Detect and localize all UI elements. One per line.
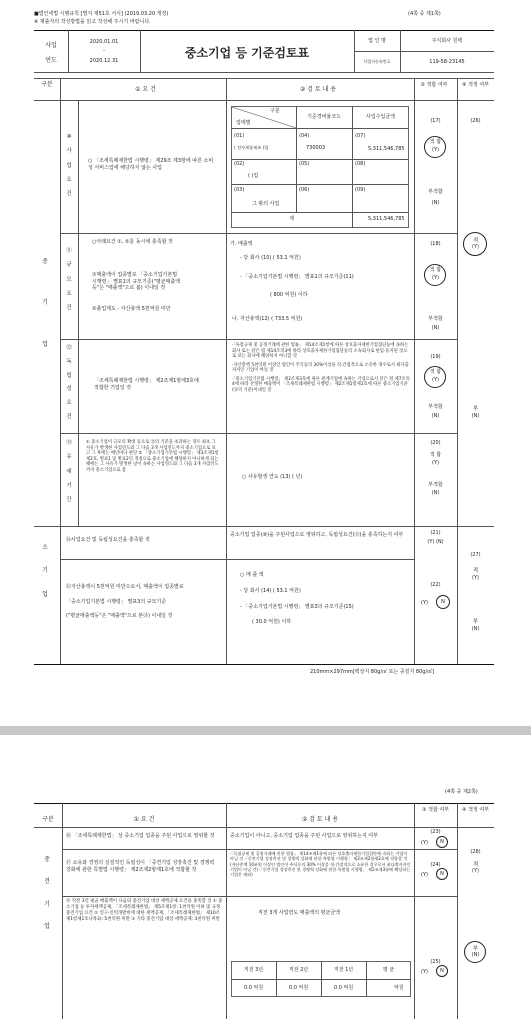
page-count: (4쪽 중 제1쪽)	[408, 11, 441, 17]
p2-r3-h3: 직전 1년	[333, 967, 354, 973]
instruction-note: ※ 제출자의 작성방법을 읽고 작성해 주시기 바랍니다.	[34, 19, 151, 25]
fit-25-n: N	[440, 968, 444, 974]
col-fit: ③ 적합 여부	[420, 82, 448, 88]
p2-r3-h4: 평 균	[382, 967, 395, 973]
row2-no: (02)	[234, 161, 245, 167]
total-label: 계	[289, 216, 294, 222]
business-requirement: ○ 「조세특례제한법 시행령」 제29조 제3항에 따른 소비성 서비스업에 해당하지 않는 사업	[88, 158, 214, 171]
final-27-no-label: 부	[472, 619, 479, 625]
row1-income: 5,311,546,785	[368, 146, 405, 152]
final-26-no: (26)	[470, 118, 481, 124]
fit-18-no-label: 부적합	[428, 316, 443, 322]
row2-code-no: (05)	[299, 161, 310, 167]
row3-no: (03)	[234, 187, 245, 193]
fit-18-no-n: (N)	[431, 325, 440, 331]
col-fit-final: ④ 적정 여부	[462, 82, 489, 88]
p2-r3-v2: 0.0 억원	[289, 985, 309, 991]
final-27-yes-y: (Y)	[472, 575, 479, 581]
final-27-no: (27)	[470, 552, 481, 558]
scale-review-b: 나. 자산총액(12) ( 733.5 억원)	[232, 316, 303, 322]
p2-col-final: ④ 적정 여부	[462, 807, 489, 813]
fit-19-no-n: (N)	[431, 413, 440, 419]
col-category: 구분	[41, 81, 53, 88]
final-28-yes-y: (Y)	[472, 868, 479, 874]
category-sme: 중 기 업	[42, 258, 48, 348]
fit-22-n: N	[441, 599, 445, 605]
fit-23-n: N	[440, 839, 444, 845]
final-28-no-label: 부	[472, 946, 479, 952]
p2-col-fit: ③ 적합 여부	[422, 807, 449, 813]
p2-r3-h2: 직전 2년	[288, 967, 309, 973]
small-review2d: ( 30.0 억원) 이하	[252, 619, 292, 625]
fit-20-no-label: 부적합	[428, 482, 443, 488]
page2-count: (4쪽 중 제2쪽)	[445, 789, 478, 795]
small-req1: ⑭사업요건 및 독립성요건을 충족할 것	[66, 537, 150, 543]
final-27-yes: 적	[472, 568, 479, 574]
final-27-no-n: (N)	[471, 626, 480, 632]
fit-17-no: (17)	[430, 118, 441, 124]
scale-review-a3: ( 800 억원) 이하	[270, 292, 308, 298]
final-26-yes-y: (Y)	[472, 244, 479, 250]
fit-25-y: (Y)	[421, 969, 428, 975]
final-26-yes: 적	[472, 238, 479, 244]
p2-r3-h1: 직전 3년	[243, 967, 264, 973]
th-biz: 업태별	[236, 120, 251, 126]
row1-income-no: (07)	[355, 133, 366, 139]
p2-r1-review: 중소기업이 아니고, 중소기업 업종을 주된 사업으로 영위하는지 여부	[230, 833, 378, 839]
fit-18-no: (18)	[430, 241, 441, 247]
corp-name: 주식회사 원텍	[431, 38, 463, 44]
label-grace: ⑬ 유 예 기 간	[66, 440, 72, 504]
fit-17-yes-y: (Y)	[432, 147, 439, 153]
final-28-yes: 적	[472, 862, 479, 868]
small-review1: 중소기업 업종(⑩)을 주된사업으로 영위하고, 독립성요건(⑫)을 충족하는지 여부	[230, 532, 404, 538]
year-label: 사업 연도	[45, 42, 57, 64]
page-separator	[0, 726, 531, 735]
fit-17-yes: 적 합	[429, 139, 442, 145]
p2-r3-review-title: 직전 3개 사업연도 매출액의 평균금액	[258, 910, 340, 916]
fit-21-yn: (Y) (N)	[427, 539, 444, 545]
fit-22-no: (22)	[430, 582, 441, 588]
rule-line: ■법인세법 시행규칙 [별지 제51호 서식] (2019.03.20 개정)	[34, 11, 169, 17]
final-26-no-n: (N)	[471, 413, 480, 419]
final-28-no-n: (N)	[471, 952, 480, 958]
col-review: ② 검 토 내 용	[299, 86, 337, 93]
row3-income-no: (09)	[355, 187, 366, 193]
date-dash: -	[103, 48, 105, 54]
label-independence: ⑫ 독 립 성 요 건	[66, 345, 72, 420]
fit-20-yes: 적 합	[429, 452, 442, 458]
small-review2b: - 당 회사 (14) ( 53.1 억원)	[240, 588, 301, 594]
fit-17-no-n: (N)	[431, 200, 440, 206]
category-small: 소 기 업	[42, 544, 48, 598]
row2-income-no: (08)	[355, 161, 366, 167]
small-req2c: ("평균매출액등"은 "매출액"으로 본다) 이내일 것	[66, 613, 173, 619]
row1-code: 730003	[306, 145, 326, 151]
biz-no: 119-58-23145	[429, 59, 465, 65]
small-req2b: 「중소기업기본법 시행령」 별표3의 규모기준	[66, 599, 167, 605]
p2-r2-req: ⑰ 소유와 경영의 실질적인 독립성이 「중견기업 성장촉진 및 경쟁력 강화에 관한 특별법 시행령」 제2조제2항제1호에 적합할 것	[66, 860, 215, 873]
p2-r1-req: ⑯ 「조세특례제한법」 상 중소기업 업종을 주된 사업으로 영위할 것	[66, 833, 215, 839]
form-title: 중소기업 등 기준검토표	[184, 46, 310, 60]
independence-requirement: 「조세특례제한법 시행령」 제2조제1항제3호에 적합한 기업일 것	[94, 378, 199, 391]
row3-code-no: (06)	[299, 187, 310, 193]
scale-req2: ①매출액이 업종별로 「중소기업기본법 시행령」 별표1의 규모기준("평균매출액등"은 "매출액"으로 봄) 이내일 것	[92, 272, 181, 291]
fit-18-yes: 적 합	[429, 267, 442, 273]
p2-col-requirements: ① 요 건	[133, 816, 155, 823]
scale-review-a: 가. 매출액	[230, 241, 253, 247]
p2-col-review: ② 검 토 내 용	[301, 816, 339, 823]
fit-24-no: (24)	[430, 862, 441, 868]
fit-20-no: (20)	[430, 440, 441, 446]
fit-25-no: (25)	[430, 959, 441, 965]
p2-r3-v3: 0.0 억원	[334, 985, 354, 991]
total-income: 5,311,546,785	[368, 216, 405, 222]
fit-24-n: N	[440, 871, 444, 877]
p2-col-category: 구분	[42, 816, 54, 823]
small-review2a: ○ 매 출 액	[240, 572, 264, 578]
fit-21-no: (21)	[430, 530, 441, 536]
fit-20-no-n: (N)	[431, 490, 440, 496]
fit-24-y: (Y)	[421, 872, 428, 878]
fit-23-y: (Y)	[421, 840, 428, 846]
col-requirements: ① 요 건	[135, 86, 156, 93]
fit-19-yes-y: (Y)	[432, 377, 439, 383]
scale-req3: ②졸업제도 - 자산총액 5천억원 미만	[92, 306, 171, 312]
fit-18-yes-y: (Y)	[432, 275, 439, 281]
row1-no: (01)	[234, 133, 245, 139]
p2-r3-req: ⑱ 직전 3년 평균 매출액이 다음의 중견기업 대상 세액공제 요건을 충족할 것 ① 중소기업 등 투자세액공제, 「조세특례제한법」 제5조제1항: 1천억원 이하 및 규정 중견기업 요건 ② 연구·인력개발비에 대한 세액공제, 「조세특례제한법」 제10조제1항제1호나목3): 5천억원 미만 ③ 기타 중견기업 대상 세액공제: 3천억원 미만	[66, 899, 223, 922]
scale-req1: ○아래요건 ①, ②를 동시에 충족할 것	[92, 239, 173, 245]
row2-name: ( )업	[248, 173, 259, 179]
label-scale: ⑪ 규 모 요 건	[66, 248, 72, 312]
date-to: 2020.12.31	[89, 58, 119, 64]
th-income: 사업수입금액	[366, 114, 395, 120]
row1-code-no: (04)	[299, 133, 310, 139]
fit-19-no-label: 부적합	[428, 404, 443, 410]
fit-19-no: (19)	[430, 354, 441, 360]
category-midsize: 중 견 기 업	[44, 856, 50, 931]
scale-review-a1: - 당 회사 (10) ( 53.1 억원)	[240, 255, 301, 261]
p2-r3-v4: 억원	[394, 985, 404, 991]
independence-review: ·「독점규제 및 공정거래에 관한 법률」 제14조제1항에 따른 상호출자제한기업집단등에 속하는 회사 또는 같은 법 제14조의3에 따라 상호출자제한기업집단등의 소속회사로 편입·통지된 것으로 보는 회사에 해당하지 아니할 것 ·자산총액 5천억원 이상인 법인이 주식등의 30%이상을 직·간접적으로 소유한 경우로서 최다출자자인 기업이 아닐 것 ·「중소기업기본법 시행령」 제2조제3호에 따른 관계기업에 속하는 기업으로서 같은 영 제7조의4에 따라 산정한 매출액이 「조세특례제한법 시행령」 제2조제1항제1호에 따른 중소기업기준(⑪의 기준)이내일 것	[232, 343, 410, 394]
fit-20-yes-y: (Y)	[432, 460, 439, 466]
biz-no-label: 사업자등록번호	[363, 59, 391, 64]
small-req2a: ⑮자산총액이 5천억원 미만으로서, 매출액이 업종별로	[66, 584, 184, 590]
final-26-no-label: 부	[472, 406, 479, 412]
scale-review-a2: - 「중소기업기본법 시행령」 별표1의 규모기준(11)	[240, 274, 354, 280]
th-gubun: 구분	[270, 108, 280, 114]
form-page-2	[0, 735, 531, 1019]
date-from: 2020.01.01	[89, 39, 119, 45]
grace-review: ○ 사유발생 연도 (13) ( 년)	[242, 474, 303, 480]
small-review2c: - 「중소기업기본법 시행령」 별표3의 규모기준(15)	[240, 604, 354, 610]
row1-name: ( 전자제품제조 )업	[234, 145, 269, 150]
final-28-no: (28)	[470, 849, 481, 855]
p2-r2-review: ·「독점규제 및 공정거래에 관한 법률」 제14조제1항에 따른 상호출자제한기업집단에 속하는 기업이 아닐 것 ·「중견기업 성장촉진 및 경쟁력 강화에 관한 특별법 시행령」 제2조제2항제2호에 적합할 것 (자산총액 10조원 이상인 법인이 주식등의 30% 이상을 직·간접적으로 소유한 경우로서 최다출자자인 기업이 아닐 것) ·「중견기업 성장촉진 및 경쟁력 강화에 관한 특별법 시행령」 제2조제3항에 해당하는 기업은 제외)	[230, 851, 411, 878]
fit-23-no: (23)	[430, 829, 441, 835]
paper-spec: 210mm×297mm[백상지 80g/㎡ 또는 중질지 80g/㎡]	[310, 669, 435, 675]
corp-name-label: 법 인 명	[368, 38, 386, 44]
fit-19-yes: 적 합	[429, 369, 442, 375]
fit-22-y: (Y)	[421, 600, 428, 606]
p2-r3-v1: 0.0 억원	[244, 985, 264, 991]
fit-17-no-label: 부적합	[428, 189, 443, 195]
th-code: 기준경비율코드	[307, 114, 341, 120]
row3-name: 그 밖의 사업	[252, 201, 280, 207]
label-business: ⑩ 사 업 요 건	[66, 134, 72, 198]
grace-requirement: ① 중소기업이 규모의 확대 등으로 ⑪의 기준을 초과하는 경우 최초 그 사유가 발생한 사업연도와 그 다음 3개 사업연도까지 중소기업으로 보고 그 후에는 매년마다 판단 ② 「중소기업기본법 시행령」 제3조제1항 제2호, 별표1 및 별표2의 개정으로 중소기업에 해당하지 아니하게 되는 때에는 그 사유가 발생한 날이 속하는 사업연도와 그 다음 3개 사업연도까지 중소기업으로 봄	[86, 440, 219, 473]
